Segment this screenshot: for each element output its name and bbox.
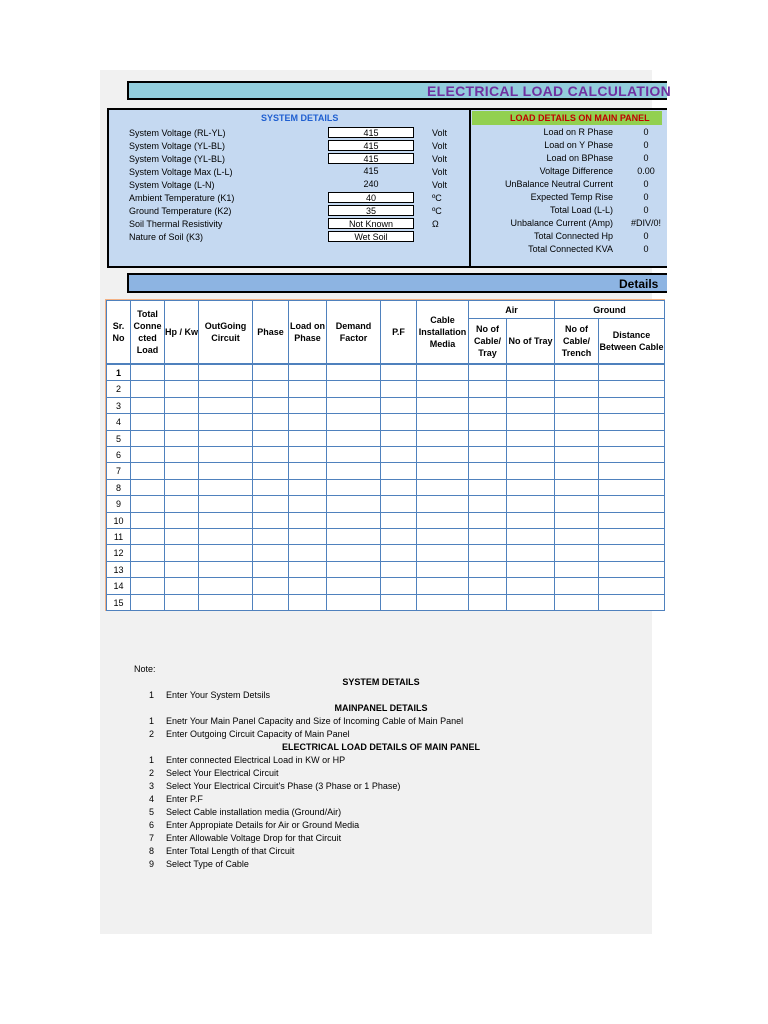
system-row-value[interactable]: Not Known — [328, 218, 414, 229]
table-cell[interactable] — [326, 512, 381, 529]
notes-item-text: Enter Allowable Voltage Drop for that Circuit — [166, 833, 342, 843]
table-cell[interactable] — [380, 561, 417, 578]
table-cell[interactable] — [252, 544, 289, 561]
table-cell[interactable] — [164, 397, 199, 414]
row-number-cell: 4 — [106, 413, 131, 430]
table-cell[interactable] — [198, 380, 253, 397]
table-cell[interactable] — [198, 397, 253, 414]
table-cell[interactable] — [164, 512, 199, 529]
load-row-label: Load on BPhase — [546, 153, 613, 163]
table-cell[interactable] — [598, 446, 665, 463]
system-row-unit: ºC — [432, 193, 442, 203]
table-cell[interactable] — [198, 544, 253, 561]
table-cell[interactable] — [198, 413, 253, 430]
table-cell[interactable] — [288, 528, 327, 545]
system-row-label: Nature of Soil (K3) — [129, 232, 204, 242]
table-cell[interactable] — [416, 397, 469, 414]
table-cell[interactable] — [252, 397, 289, 414]
table-cell[interactable] — [506, 397, 555, 414]
notes-item-number: 1 — [148, 716, 154, 726]
row-number-cell: 3 — [106, 397, 131, 414]
table-cell[interactable] — [288, 397, 327, 414]
notes-item-number: 3 — [148, 781, 154, 791]
table-cell[interactable] — [380, 528, 417, 545]
system-row-label: System Voltage (YL-BL) — [129, 154, 226, 164]
table-cell[interactable] — [554, 380, 599, 397]
notes-item-text: Select Your Electrical Circuit's Phase (3 Phase or 1 Phase) — [166, 781, 401, 791]
table-cell[interactable] — [198, 430, 253, 447]
table-cell[interactable] — [164, 479, 199, 496]
notes-item-number: 1 — [148, 690, 154, 700]
table-cell[interactable] — [554, 397, 599, 414]
notes-item-number: 6 — [148, 820, 154, 830]
table-cell[interactable] — [468, 495, 507, 512]
table-cell[interactable] — [252, 462, 289, 479]
header-ground: Ground — [554, 300, 665, 319]
row-number-cell: 6 — [106, 446, 131, 463]
system-row-label: System Voltage (RL-YL) — [129, 128, 226, 138]
table-cell[interactable] — [130, 512, 165, 529]
load-row-value: 0 — [643, 127, 649, 137]
table-cell[interactable] — [130, 364, 165, 381]
title-bar — [127, 81, 672, 100]
load-row-value: 0 — [643, 205, 649, 215]
table-cell[interactable] — [130, 544, 165, 561]
system-row-value: 415 — [363, 166, 379, 176]
system-row-label: System Voltage (L-N) — [129, 180, 215, 190]
table-cell[interactable] — [506, 495, 555, 512]
header-hp-kw: Hp / Kw — [164, 300, 199, 364]
system-row-label: Soil Thermal Resistivity — [129, 219, 223, 229]
table-cell[interactable] — [252, 364, 289, 381]
row-number-cell: 11 — [106, 528, 131, 545]
table-cell[interactable] — [554, 512, 599, 529]
table-cell[interactable] — [416, 430, 469, 447]
row-number-cell: 7 — [106, 462, 131, 479]
table-cell[interactable] — [506, 577, 555, 594]
table-cell[interactable] — [252, 413, 289, 430]
table-cell[interactable] — [416, 561, 469, 578]
notes-item-number: 7 — [148, 833, 154, 843]
table-cell[interactable] — [164, 462, 199, 479]
table-cell[interactable] — [506, 462, 555, 479]
system-row-unit: Volt — [432, 167, 448, 177]
table-cell[interactable] — [326, 495, 381, 512]
row-number-cell: 12 — [106, 544, 131, 561]
table-cell[interactable] — [288, 479, 327, 496]
details-bar-label: Details — [619, 277, 659, 291]
table-cell[interactable] — [554, 544, 599, 561]
table-cell[interactable] — [288, 462, 327, 479]
table-cell[interactable] — [598, 528, 665, 545]
system-row-value: 240 — [363, 179, 379, 189]
table-cell[interactable] — [198, 446, 253, 463]
table-cell[interactable] — [326, 544, 381, 561]
header-air-cable-tray: No of Cable/ Tray — [468, 318, 507, 364]
notes-item-number: 4 — [148, 794, 154, 804]
row-number-cell: 5 — [106, 430, 131, 447]
table-cell[interactable] — [380, 446, 417, 463]
header-total-load: Total Conne cted Load — [130, 300, 165, 364]
table-cell[interactable] — [252, 495, 289, 512]
table-cell[interactable] — [252, 561, 289, 578]
table-cell[interactable] — [416, 512, 469, 529]
table-cell[interactable] — [554, 561, 599, 578]
load-row-label: Expected Temp Rise — [530, 192, 613, 202]
table-cell[interactable] — [598, 577, 665, 594]
table-cell[interactable] — [380, 512, 417, 529]
table-cell[interactable] — [164, 430, 199, 447]
table-cell[interactable] — [506, 561, 555, 578]
notes-item-number: 8 — [148, 846, 154, 856]
table-cell[interactable] — [468, 364, 507, 381]
table-cell[interactable] — [416, 380, 469, 397]
table-cell[interactable] — [252, 528, 289, 545]
table-cell[interactable] — [380, 397, 417, 414]
table-cell[interactable] — [598, 397, 665, 414]
table-cell[interactable] — [380, 430, 417, 447]
notes-item-number: 5 — [148, 807, 154, 817]
table-cell[interactable] — [198, 495, 253, 512]
system-row-unit: Volt — [432, 128, 448, 138]
system-row-value[interactable]: 40 — [328, 192, 414, 203]
table-cell[interactable] — [554, 479, 599, 496]
system-row-label: System Voltage Max (L-L) — [129, 167, 233, 177]
system-row-unit: Ω — [432, 219, 439, 229]
table-cell[interactable] — [130, 397, 165, 414]
table-cell[interactable] — [416, 594, 469, 611]
table-cell[interactable] — [468, 594, 507, 611]
table-cell[interactable] — [198, 594, 253, 611]
table-cell[interactable] — [598, 462, 665, 479]
table-cell[interactable] — [164, 380, 199, 397]
table-cell[interactable] — [198, 364, 253, 381]
table-cell[interactable] — [506, 512, 555, 529]
table-cell[interactable] — [326, 430, 381, 447]
table-cell[interactable] — [198, 577, 253, 594]
table-cell[interactable] — [506, 364, 555, 381]
table-cell[interactable] — [416, 495, 469, 512]
load-row-label: UnBalance Neutral Current — [504, 179, 613, 189]
table-cell[interactable] — [288, 512, 327, 529]
table-cell[interactable] — [506, 479, 555, 496]
system-details-heading: SYSTEM DETAILS — [261, 113, 339, 123]
table-cell[interactable] — [468, 544, 507, 561]
notes-item-text: Enter Appropiate Details for Air or Ground Media — [166, 820, 360, 830]
notes-item-text: Enter Your System Detsils — [166, 690, 271, 700]
system-panel — [107, 108, 667, 268]
table-cell[interactable] — [598, 561, 665, 578]
load-row-label: Total Load (L-L) — [549, 205, 613, 215]
load-row-label: Voltage Difference — [539, 166, 613, 176]
spreadsheet-page — [100, 70, 672, 934]
table-cell[interactable] — [554, 430, 599, 447]
table-cell[interactable] — [326, 577, 381, 594]
row-number-cell: 2 — [106, 380, 131, 397]
table-cell[interactable] — [130, 594, 165, 611]
notes-item-text: Enter connected Electrical Load in KW or HP — [166, 755, 346, 765]
table-cell[interactable] — [380, 462, 417, 479]
table-cell[interactable] — [416, 577, 469, 594]
notes-item-text: Enter Total Length of that Circuit — [166, 846, 295, 856]
load-row-value: 0 — [643, 140, 649, 150]
load-row-label: Unbalance Current (Amp) — [510, 218, 613, 228]
header-ground-cable-trench: No of Cable/ Trench — [554, 318, 599, 364]
table-cell[interactable] — [380, 380, 417, 397]
notes-item-text: Select Cable installation media (Ground/Air) — [166, 807, 342, 817]
table-cell[interactable] — [380, 479, 417, 496]
table-cell[interactable] — [130, 430, 165, 447]
table-cell[interactable] — [252, 380, 289, 397]
table-cell[interactable] — [164, 594, 199, 611]
table-cell[interactable] — [198, 561, 253, 578]
table-cell[interactable] — [326, 479, 381, 496]
table-cell[interactable] — [252, 430, 289, 447]
load-row-label: Total Connected Hp — [533, 231, 613, 241]
table-cell[interactable] — [326, 364, 381, 381]
row-number-cell: 15 — [106, 594, 131, 611]
table-cell[interactable] — [416, 364, 469, 381]
table-cell[interactable] — [598, 413, 665, 430]
notes-item-number: 9 — [148, 859, 154, 869]
header-air: Air — [468, 300, 555, 319]
load-details-heading: LOAD DETAILS ON MAIN PANEL — [472, 111, 662, 125]
notes-section-heading: MAINPANEL DETAILS — [334, 703, 428, 713]
table-cell[interactable] — [288, 561, 327, 578]
table-cell[interactable] — [468, 380, 507, 397]
table-cell[interactable] — [554, 577, 599, 594]
table-cell[interactable] — [252, 577, 289, 594]
table-cell[interactable] — [164, 364, 199, 381]
system-row-unit: Volt — [432, 180, 448, 190]
notes-item-text: Select Type of Cable — [166, 859, 249, 869]
load-row-value: 0 — [643, 231, 649, 241]
table-cell[interactable] — [554, 446, 599, 463]
table-cell[interactable] — [598, 430, 665, 447]
table-cell[interactable] — [380, 577, 417, 594]
table-cell[interactable] — [506, 594, 555, 611]
notes-item-text: Select Your Electrical Circuit — [166, 768, 279, 778]
table-cell[interactable] — [468, 462, 507, 479]
details-bar — [127, 273, 667, 293]
table-cell[interactable] — [130, 561, 165, 578]
table-cell[interactable] — [130, 528, 165, 545]
table-cell[interactable] — [326, 528, 381, 545]
table-cell[interactable] — [554, 462, 599, 479]
row-number-cell: 10 — [106, 512, 131, 529]
table-cell[interactable] — [288, 544, 327, 561]
load-row-value: 0 — [643, 179, 649, 189]
table-cell[interactable] — [598, 594, 665, 611]
table-cell[interactable] — [326, 561, 381, 578]
table-cell[interactable] — [416, 413, 469, 430]
table-cell[interactable] — [554, 495, 599, 512]
table-cell[interactable] — [326, 397, 381, 414]
table-cell[interactable] — [506, 430, 555, 447]
notes-section-heading: ELECTRICAL LOAD DETAILS OF MAIN PANEL — [282, 742, 480, 752]
notes-item-number: 2 — [148, 729, 154, 739]
table-cell[interactable] — [416, 462, 469, 479]
table-cell[interactable] — [288, 594, 327, 611]
table-cell[interactable] — [380, 594, 417, 611]
table-cell[interactable] — [164, 577, 199, 594]
table-cell[interactable] — [468, 446, 507, 463]
table-cell[interactable] — [130, 446, 165, 463]
table-cell[interactable] — [554, 528, 599, 545]
load-row-label: Load on Y Phase — [544, 140, 613, 150]
table-cell[interactable] — [164, 413, 199, 430]
notes-item-text: Enter Outgoing Circuit Capacity of Main Panel — [166, 729, 350, 739]
table-cell[interactable] — [468, 577, 507, 594]
table-cell[interactable] — [326, 462, 381, 479]
table-cell[interactable] — [288, 430, 327, 447]
header-air-tray: No of Tray — [506, 318, 555, 364]
table-cell[interactable] — [130, 462, 165, 479]
table-cell[interactable] — [506, 446, 555, 463]
page-title: ELECTRICAL LOAD CALCULATION — [427, 83, 672, 99]
table-cell[interactable] — [416, 528, 469, 545]
row-number-cell: 14 — [106, 577, 131, 594]
system-row-value[interactable]: 415 — [328, 127, 414, 138]
table-cell[interactable] — [598, 544, 665, 561]
table-cell[interactable] — [164, 446, 199, 463]
table-cell[interactable] — [380, 364, 417, 381]
table-cell[interactable] — [506, 413, 555, 430]
load-row-label: Load on R Phase — [543, 127, 613, 137]
header-ground-distance: Distance Between Cable — [598, 318, 665, 364]
table-cell[interactable] — [416, 446, 469, 463]
table-cell[interactable] — [326, 413, 381, 430]
system-row-unit: Volt — [432, 141, 448, 151]
system-row-label: Ambient Temperature (K1) — [129, 193, 235, 203]
table-cell[interactable] — [198, 479, 253, 496]
table-cell[interactable] — [416, 479, 469, 496]
table-cell[interactable] — [252, 446, 289, 463]
table-cell[interactable] — [164, 544, 199, 561]
table-cell[interactable] — [598, 364, 665, 381]
table-cell[interactable] — [164, 528, 199, 545]
notes-section-heading: SYSTEM DETAILS — [342, 677, 420, 687]
table-cell[interactable] — [288, 446, 327, 463]
table-cell[interactable] — [252, 512, 289, 529]
table-cell[interactable] — [416, 544, 469, 561]
table-cell[interactable] — [198, 512, 253, 529]
table-cell[interactable] — [598, 479, 665, 496]
table-cell[interactable] — [288, 380, 327, 397]
system-row-value[interactable]: Wet Soil — [328, 231, 414, 242]
table-cell[interactable] — [164, 495, 199, 512]
notes-item-number: 2 — [148, 768, 154, 778]
table-cell[interactable] — [130, 495, 165, 512]
table-cell[interactable] — [130, 577, 165, 594]
table-cell[interactable] — [130, 413, 165, 430]
table-cell[interactable] — [326, 380, 381, 397]
system-row-label: Ground Temperature (K2) — [129, 206, 232, 216]
header-sr-no: Sr. No — [106, 300, 131, 364]
load-table — [105, 299, 665, 611]
table-cell[interactable] — [252, 479, 289, 496]
row-number-cell: 8 — [106, 479, 131, 496]
table-cell[interactable] — [506, 380, 555, 397]
notes-item-text: Enetr Your Main Panel Capacity and Size of Incoming Cable of Main Panel — [166, 716, 464, 726]
load-row-value: 0 — [643, 153, 649, 163]
header-demand-factor: Demand Factor — [326, 300, 381, 364]
notes-label: Note: — [134, 664, 156, 674]
table-cell[interactable] — [468, 561, 507, 578]
system-row-value[interactable]: 35 — [328, 205, 414, 216]
table-cell[interactable] — [380, 544, 417, 561]
table-cell[interactable] — [554, 364, 599, 381]
table-cell[interactable] — [288, 413, 327, 430]
table-cell[interactable] — [326, 594, 381, 611]
system-row-value[interactable]: 415 — [328, 140, 414, 151]
table-cell[interactable] — [468, 528, 507, 545]
table-cell[interactable] — [598, 380, 665, 397]
row-number-cell: 9 — [106, 495, 131, 512]
load-row-label: Total Connected KVA — [528, 244, 613, 254]
table-cell[interactable] — [506, 544, 555, 561]
table-cell[interactable] — [164, 561, 199, 578]
table-cell[interactable] — [198, 462, 253, 479]
table-cell[interactable] — [326, 446, 381, 463]
header-pf: P.F — [380, 300, 417, 364]
table-cell[interactable] — [252, 594, 289, 611]
table-cell[interactable] — [130, 380, 165, 397]
table-cell[interactable] — [554, 594, 599, 611]
system-row-unit: ºC — [432, 206, 442, 216]
table-cell[interactable] — [468, 430, 507, 447]
header-outgoing-circuit: OutGoing Circuit — [198, 300, 253, 364]
load-row-value: 0 — [643, 244, 649, 254]
system-row-label: System Voltage (YL-BL) — [129, 141, 226, 151]
load-row-value: 0.00 — [637, 166, 655, 176]
table-cell[interactable] — [198, 528, 253, 545]
notes-item-text: Enter P.F — [166, 794, 203, 804]
table-cell[interactable] — [468, 479, 507, 496]
row-number-cell: 13 — [106, 561, 131, 578]
table-cell[interactable] — [380, 495, 417, 512]
system-row-value[interactable]: 415 — [328, 153, 414, 164]
table-cell[interactable] — [468, 512, 507, 529]
table-cell[interactable] — [598, 495, 665, 512]
row-number-cell: 1 — [106, 364, 131, 381]
table-cell[interactable] — [288, 495, 327, 512]
table-cell[interactable] — [380, 413, 417, 430]
table-cell[interactable] — [288, 577, 327, 594]
table-cell[interactable] — [468, 413, 507, 430]
table-cell[interactable] — [468, 397, 507, 414]
table-cell[interactable] — [506, 528, 555, 545]
table-cell[interactable] — [598, 512, 665, 529]
table-cell[interactable] — [130, 479, 165, 496]
header-phase: Phase — [252, 300, 289, 364]
header-cable-media: Cable Installation Media — [416, 300, 469, 364]
notes-item-number: 1 — [148, 755, 154, 765]
table-cell[interactable] — [554, 413, 599, 430]
load-row-value: #DIV/0! — [630, 218, 661, 228]
system-row-unit: Volt — [432, 154, 448, 164]
load-row-value: 0 — [643, 192, 649, 202]
header-load-on-phase: Load on Phase — [288, 300, 327, 364]
table-cell[interactable] — [288, 364, 327, 381]
